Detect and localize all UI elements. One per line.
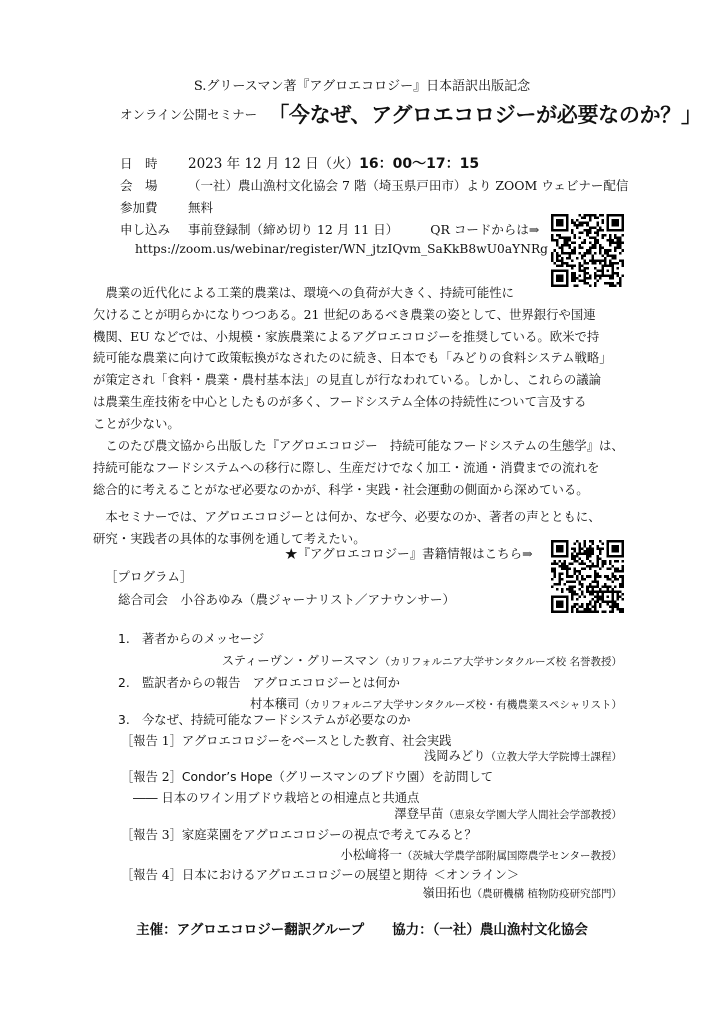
paragraph-line: ことが少ない。 [93,415,180,431]
registration-url[interactable]: https://zoom.us/webinar/register/WN_jtzIQvm_SaKkB8wU0aYNRg [135,242,549,256]
venue-value: （一社）農山漁村文化協会 7 階（埼玉県戸田市）より ZOOM ウェビナー配信 [188,178,629,193]
report-label: ［報告 3］ [121,828,182,842]
info-date-row [120,152,479,173]
report-title: 家庭菜園をアグロエコロジーの視点で考えてみると？ [181,828,477,842]
report-title: アグロエコロジーをベースとした教育、社会実践 [181,734,452,748]
speaker-name: 小松﨑将一 [340,848,402,862]
intro-paragraph-1 [93,282,621,435]
page-title: 「今なぜ、アグロエコロジーが必要なのか？」 [268,103,702,127]
report-label: ［報告 2］ [121,770,182,784]
paragraph-line: 持続可能なフードシステムへの移行に際し、生産だけでなく加工・流通・消費までの流れを [93,459,600,475]
program-item-1 [118,629,264,647]
item-title: 監訳者からの報告 アグロエコロジーとは何か [142,676,400,690]
book-info-qr-code[interactable] [551,540,624,613]
footer [0,918,724,938]
qr-note: QR コードからは⇒ [430,222,540,237]
speaker-affiliation: （カリフォルニア大学サンタクルーズ校 名誉教授） [379,656,622,668]
speaker-affiliation: （恵泉女学園大学人間社会学部教授） [443,809,622,821]
title-row [120,99,702,129]
date-label: 日 時 [120,156,158,171]
report-label: ［報告 1］ [121,734,182,748]
master-of-ceremonies: 総合司会 小谷あゆみ（農ジャーナリスト／アナウンサー） [118,592,456,607]
speaker-affiliation: （立教大学大学院博士課程） [485,751,622,763]
report-label: ［報告 4］ [121,868,182,882]
item-title: 今なぜ、持続可能なフードシステムが必要なのか [142,713,411,727]
item-number: 3. [118,713,130,727]
item-number: 2. [118,676,130,690]
paragraph-line: 研究・実践者の具体的な事例を通して考えたい。 [93,530,366,546]
intro-paragraph-2 [93,435,624,500]
report-2-subtitle: ―― 日本のワイン用ブドウ栽培との相違点と共通点 [133,791,420,805]
info-fee-row [120,198,213,216]
speaker-affiliation: （農研機構 植物防疫研究部門） [471,888,622,900]
item-number: 1. [118,632,130,646]
program-item-2 [118,673,400,691]
info-apply-row [120,220,539,238]
report-2 [121,767,493,785]
paragraph-line: 本セミナーでは、アグロエコロジーとは何か、なぜ今、必要なのか、著者の声とともに、 [93,509,601,524]
report-4 [121,865,519,883]
report-title: 日本におけるアグロエコロジーの展望と期待 [181,868,428,882]
paragraph-line: は農業生産技術を中心としたものが多く、フードシステム全体の持続性について言及する [93,393,587,409]
paragraph-line: が策定され「食料・農業・農村基本法」の見直しが行なわれている。しかし、これらの議論 [93,372,602,388]
speaker-name: 嶺田拓也 [422,886,472,900]
speaker-affiliation: （カリフォルニア大学サンタクルーズ校・有機農業スペシャリスト） [299,699,622,711]
zoom-registration-qr-code[interactable] [551,214,624,287]
paragraph-line: このたび農文協から出版した『アグロエコロジー 持続可能なフードシステムの生態学』は、 [93,438,624,453]
program-item-3 [118,710,411,728]
report-title: Condor’s Hope（グリースマンのブドウ園）を訪問して [181,770,494,784]
paragraph-line: 機関、EU などでは、小規模・家族農業によるアグロエコロジーを推奨している。欧米で持 [93,328,600,344]
speaker-name: 浅岡みどり [424,749,486,763]
time-value: 16：00〜17：15 [359,156,480,172]
item-title: 著者からのメッセージ [142,632,265,646]
date-value: 2023 年 12 月 12 日（火） [188,156,360,172]
organizer: 主催：アグロエコロジー翻訳グループ [136,922,365,938]
info-venue-row [120,176,628,194]
report-title-note: ＜オンライン＞ [433,868,520,882]
paragraph-line: 続可能な農業に向けて政策転換がなされたのに続き、日本でも「みどりの食料システム戦略」 [93,350,612,366]
program-item-1-speaker [222,651,622,669]
apply-label: 申し込み [120,222,171,237]
venue-label: 会 場 [120,178,158,193]
speaker-name: 村本穣司 [250,697,300,711]
speaker-name: スティーヴン・グリースマン [221,654,380,668]
report-1-speaker [424,746,622,764]
apply-value: 事前登録制（締め切り 12 月 11 日） [188,222,399,237]
report-1 [121,731,451,749]
paragraph-line: 欠けることが明らかになりつつある。21 世紀のあるべき農業の姿として、世界銀行や国連 [93,306,596,322]
speaker-name: 澤登早苗 [394,807,444,821]
report-2-speaker [394,804,622,822]
paragraph-line: 総合的に考えることがなぜ必要なのかが、科学・実践・社会運動の側面から深めている。 [93,481,589,497]
pre-title: S.グリースマン著『アグロエコロジー』日本語訳出版記念 [193,79,531,94]
title-prefix: オンライン公開セミナー [120,107,258,122]
speaker-affiliation: （茨城大学農学部附属国際農学センター教授） [401,850,622,862]
paragraph-line: 農業の近代化による工業的農業は、環境への負荷が大きく、持続可能性に [93,285,515,300]
book-info-link-text: ★『アグロエコロジー』書籍情報はこちら⇒ [285,546,533,561]
fee-value: 無料 [188,200,214,215]
report-3-speaker [340,845,622,863]
fee-label: 参加費 [120,200,158,215]
report-4-speaker [422,883,622,901]
cooperation: 協力：（一社）農山漁村文化協会 [392,922,588,938]
report-3 [121,825,477,843]
program-header: ［プログラム］ [105,569,193,584]
